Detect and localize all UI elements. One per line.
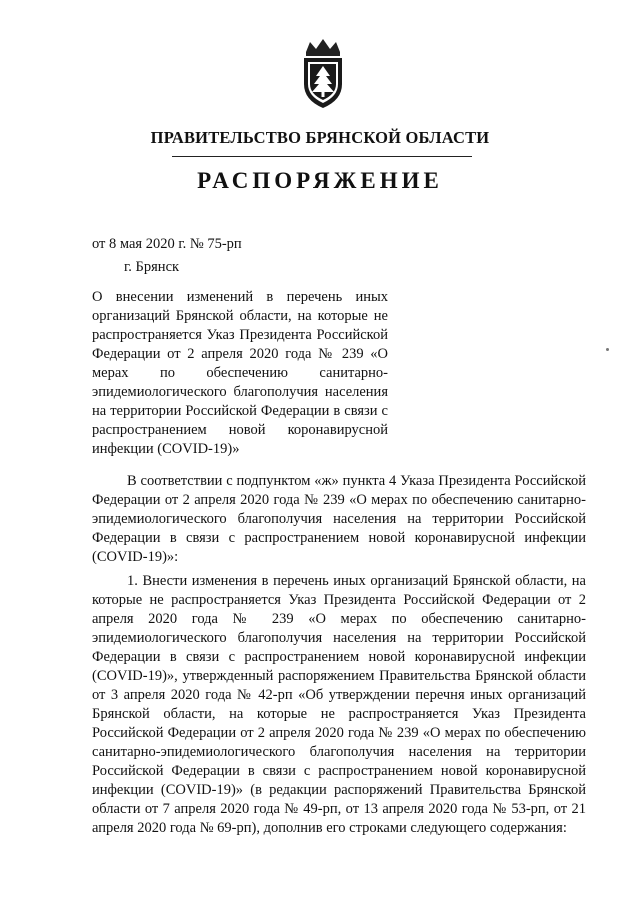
title-divider	[172, 156, 472, 157]
coat-of-arms-icon	[296, 38, 350, 110]
document-date-number: от 8 мая 2020 г. № 75-рп	[92, 236, 242, 252]
document-type-title: РАСПОРЯЖЕНИЕ	[197, 168, 443, 193]
document-subject: О внесении изменений в перечень иных организаций Брянской области, на которые не распространяется Указ Президента Российской Федерации от 2 апреля 2020 года № 239 «О мерах по обеспечению санитарно-эпидемиологического благополучия населения на территории Российской Федерации в связи с распространением новой коронавирусной инфекции (COVID-19)»	[92, 289, 388, 457]
document-city: г. Брянск	[124, 259, 180, 275]
organization-title: ПРАВИТЕЛЬСТВО БРЯНСКОЙ ОБЛАСТИ	[150, 128, 490, 147]
scan-speck	[606, 348, 609, 351]
body-paragraph-1: В соответствии с подпунктом «ж» пункта 4 Указа Президента Российской Федерации от 2 апреля 2020 года № 239 «О мерах по обеспечению санитарно-эпидемиологического благополучия населения на территории Российской Федерации в связи с распространением новой коронавирусной инфекции (COVID-19)»:	[92, 473, 586, 565]
body-paragraph-2: 1. Внести изменения в перечень иных организаций Брянской области, на которые не распространяется Указ Президента Российской Федерации от 2 апреля 2020 года № 239 «О мерах по обеспечению санитарно-эпидемиологического благополучия населения на территории Российской Федерации в связи с распространением новой коронавирусной инфекции (COVID-19)», утвержденный распоряжением Правительства Брянской области от 3 апреля 2020 года № 42-рп «Об утверждении перечня иных организаций Брянской области, на которые не распространяется Указ Президента Российской Федерации от 2 апреля 2020 года № 239 «О мерах по обеспечению санитарно-эпидемиологического благополучия населения на территории Российской Федерации в связи с распространением новой коронавирусной инфекции (COVID-19)» (в редакции распоряжений Правительства Брянской области от 7 апреля 2020 года № 49-рп, от 13 апреля 2020 года № 53-рп, от 21 апреля 2020 года № 69-рп), дополнив его строками следующего содержания:	[92, 573, 586, 836]
